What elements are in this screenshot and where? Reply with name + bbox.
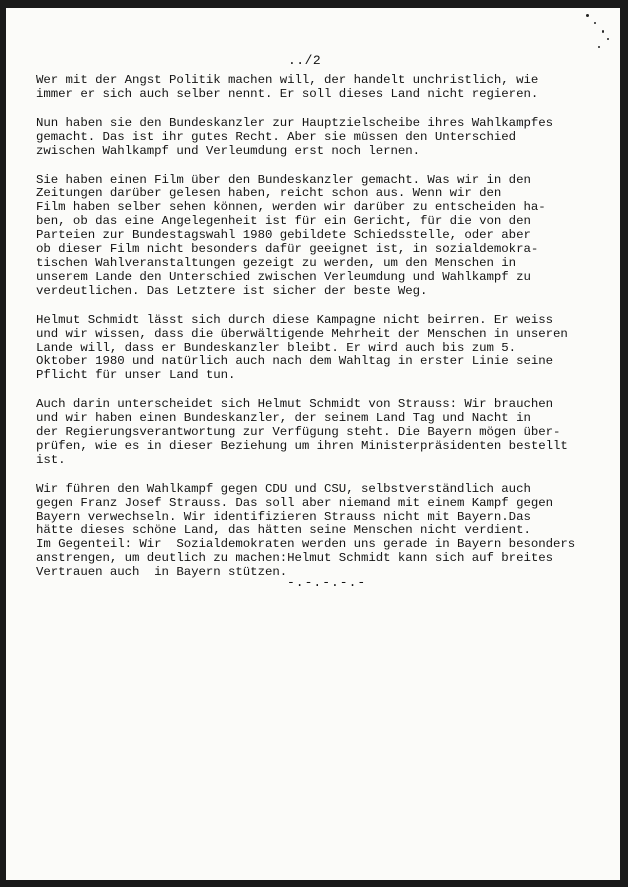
text-line: und wir wissen, dass die überwältigende Mehrheit der Menschen in unseren (36, 326, 568, 341)
paragraph (36, 174, 596, 299)
paragraph (36, 483, 596, 580)
text-line: immer er sich auch selber nennt. Er soll dieses Land nicht regieren. (36, 86, 539, 101)
text-line: Wer mit der Angst Politik machen will, der handelt unchristlich, wie (36, 73, 539, 87)
text-line: Oktober 1980 und natürlich auch nach dem Wahltag in erster Linie seine (36, 354, 553, 369)
scan-speck (594, 22, 596, 24)
text-line: Pflicht für unser Land tun. (36, 368, 236, 383)
scan-speck (607, 38, 609, 40)
text-line: unserem Lande den Unterschied zwischen Verleumdung und Wahlkampf zu (36, 269, 531, 284)
paragraph (36, 117, 596, 159)
text-line: Vertrauen auch in Bayern stützen. (36, 565, 288, 580)
text-line: der Regierungsverantwortung zur Verfügung steht. Die Bayern mögen über- (36, 425, 561, 440)
body-text (36, 74, 596, 595)
paragraph (36, 398, 596, 468)
text-line: prüfen, wie es in dieser Beziehung um ihren Ministerpräsidenten bestellt (36, 438, 568, 453)
text-line: Parteien zur Bundestagswahl 1980 gebildete Schiedsstelle, oder aber (36, 228, 531, 243)
text-line: ist. (36, 452, 66, 467)
text-line: Nun haben sie den Bundeskanzler zur Hauptzielscheibe ihres Wahlkampfes (36, 115, 553, 130)
paragraph (36, 74, 596, 102)
scan-speck (602, 30, 604, 33)
text-line: Lande will, dass er Bundeskanzler bleibt. Er wird auch bis zum 5. (36, 340, 517, 355)
text-line: Wir führen den Wahlkampf gegen CDU und CSU, selbstverständlich auch (36, 481, 531, 496)
scan-speck (598, 46, 600, 48)
text-line: anstrengen, um deutlich zu machen:Helmut Schmidt kann sich auf breites (36, 551, 553, 566)
text-line: hätte dieses schöne Land, das hätten seine Menschen nicht verdient. (36, 523, 531, 538)
text-line: Zeitungen darüber gelesen haben, reicht schon aus. Wenn wir den (36, 186, 502, 201)
text-line: ben, ob das eine Angelegenheit ist für ein Gericht, für die von den (36, 214, 531, 229)
scan-speck (586, 14, 589, 17)
text-line: Im Gegenteil: Wir Sozialdemokraten werden uns gerade in Bayern besonders (36, 537, 576, 552)
text-line: tischen Wahlveranstaltungen gezeigt zu werden, um den Menschen in (36, 255, 517, 270)
text-line: gemacht. Das ist ihr gutes Recht. Aber sie müssen den Unterschied (36, 129, 517, 144)
text-line: ob dieser Film nicht besonders dafür geeignet ist, in sozialdemokra- (36, 242, 539, 257)
text-line: Film haben selber sehen können, werden wir darüber zu entscheiden ha- (36, 200, 546, 215)
text-line: Helmut Schmidt lässt sich durch diese Kampagne nicht beirren. Er weiss (36, 312, 553, 327)
text-line: Auch darin unterscheidet sich Helmut Schmidt von Strauss: Wir brauchen (36, 397, 553, 412)
text-line: verdeutlichen. Das Letztere ist sicher der beste Weg. (36, 283, 428, 298)
text-line: zwischen Wahlkampf und Verleumdung erst noch lernen. (36, 143, 421, 158)
text-line: Sie haben einen Film über den Bundeskanzler gemacht. Was wir in den (36, 172, 531, 187)
paragraph (36, 314, 596, 384)
closing-mark: -.-.-.-.- (287, 575, 367, 590)
text-line: und wir haben einen Bundeskanzler, der seinem Land Tag und Nacht in (36, 411, 531, 426)
text-line: gegen Franz Josef Strauss. Das soll aber niemand mit einem Kampf gegen (36, 495, 553, 510)
page-number: ../2 (288, 53, 322, 68)
text-line: Bayern verwechseln. Wir identifizieren Strauss nicht mit Bayern.Das (36, 509, 531, 524)
document-page (6, 8, 620, 880)
